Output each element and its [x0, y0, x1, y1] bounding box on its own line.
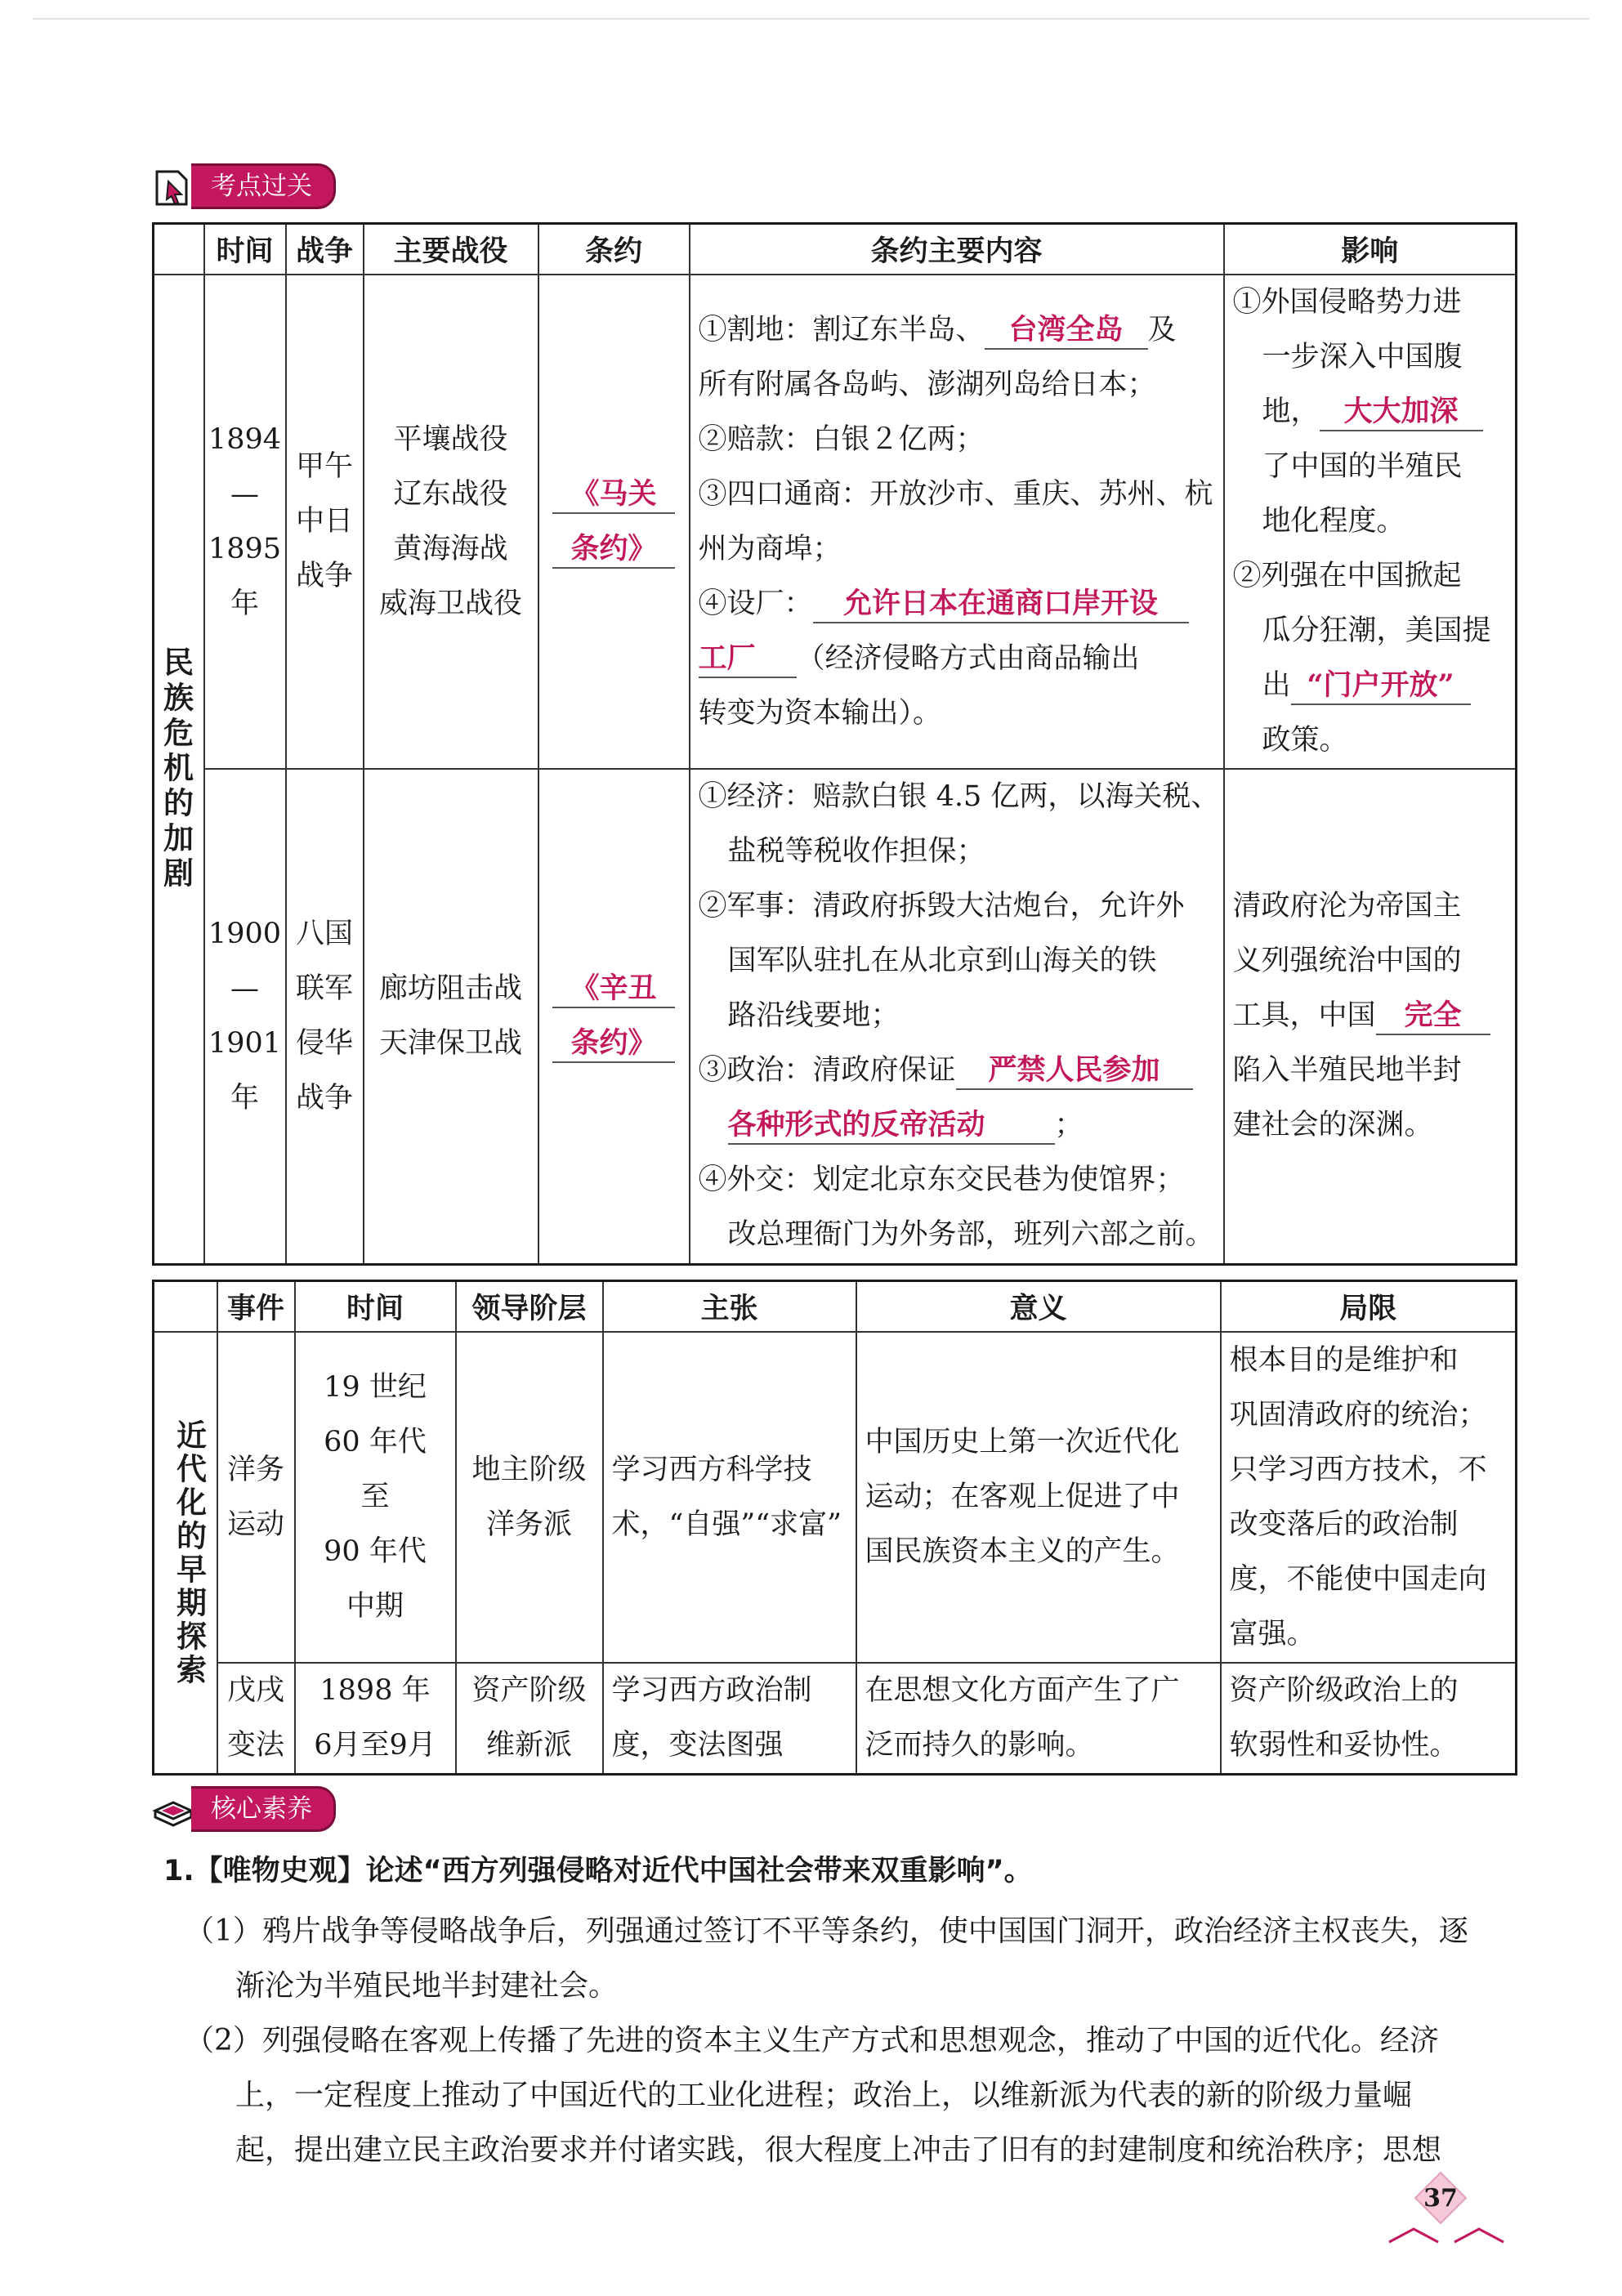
- answer-line: 渐沦为半殖民地半封建社会。: [235, 1969, 619, 2003]
- claim-line: 学习西方政治制: [611, 1674, 812, 1707]
- pointer-document-icon: [150, 163, 196, 209]
- impact-text: 陷入半殖民地半封: [1232, 1054, 1462, 1088]
- header-cell: 条约: [538, 224, 690, 275]
- time-line: 1900: [208, 917, 282, 950]
- leader-line: 资产阶级: [471, 1674, 587, 1707]
- header-cell: 时间: [295, 1281, 456, 1333]
- header-cell: 事件: [217, 1281, 295, 1333]
- time-line: —: [230, 972, 259, 1005]
- time-line: 60 年代: [324, 1426, 427, 1458]
- answer-line: （1）鸦片战争等侵略战争后，列强通过签订不平等条约，使中国国门洞开，政治经济主权丧失，逐: [185, 1914, 1468, 1948]
- table-row: [154, 1332, 1517, 1663]
- answer-ban-cont: 各种形式的反帝活动: [728, 1107, 1055, 1145]
- treaty-answer: 条约》: [552, 531, 675, 569]
- table-header-blank: [154, 224, 204, 275]
- event-line: 戊戌: [226, 1674, 284, 1707]
- table-row: [154, 275, 1517, 769]
- impact-text: 瓜分狂潮，美国提: [1262, 614, 1491, 647]
- meaning-line: 运动；在客观上促进了中: [865, 1481, 1180, 1513]
- answer-line: 上，一定程度上推动了中国近代的工业化进程；政治上，以维新派为代表的新的阶级力量崛: [235, 2079, 1413, 2112]
- limit-line: 资产阶级政治上的: [1229, 1674, 1459, 1707]
- table-header-blank: [154, 1281, 217, 1333]
- battle-line: 辽东战役: [393, 477, 508, 511]
- group-label-cell: [154, 275, 204, 1264]
- limit-line: 只学习西方技术，不: [1229, 1453, 1487, 1486]
- header-cell: 条约主要内容: [690, 224, 1224, 275]
- question-tag: 【唯物史观】: [194, 1855, 366, 1887]
- leader-cell: [456, 1332, 603, 1663]
- limit-line: 富强。: [1229, 1617, 1316, 1651]
- header-cell: 局限: [1221, 1281, 1517, 1333]
- impact-text: ②列强在中国掀起: [1232, 560, 1462, 592]
- content-text: ④外交：划定北京东交民巷为使馆界；: [698, 1164, 1185, 1197]
- time-line: 1898 年: [319, 1674, 431, 1707]
- time-cell: [295, 1332, 456, 1663]
- leader-cell: [456, 1663, 603, 1775]
- time-cell: [204, 275, 286, 769]
- limit-line: 度，不能使中国走向: [1229, 1562, 1487, 1596]
- time-line: 19 世纪: [324, 1371, 427, 1404]
- meaning-line: 国民族资本主义的产生。: [865, 1535, 1180, 1568]
- content-text: ②赔款：白银２亿两；: [698, 422, 985, 456]
- battle-line: 黄海海战: [393, 532, 508, 565]
- books-icon: [150, 1786, 196, 1832]
- question-text: 论述“西方列强侵略对近代中国社会带来双重影响”。: [365, 1855, 1033, 1887]
- impact-text: ①外国侵略势力进: [1232, 286, 1462, 319]
- treaty-answer: 《辛丑: [552, 971, 675, 1008]
- battles-cell: [364, 275, 538, 769]
- content-text: ③四口通商：开放沙市、重庆、苏州、杭: [698, 477, 1213, 511]
- time-cell: [204, 769, 286, 1264]
- content-text: 及: [1147, 313, 1177, 346]
- impact-text: 地，: [1262, 395, 1320, 428]
- impact-text: 清政府沦为帝国主: [1232, 890, 1462, 923]
- content-text: 国军队驻扎在从北京到山海关的铁: [727, 945, 1157, 978]
- war-line: 侵华: [295, 1026, 353, 1060]
- limit-cell: [1221, 1663, 1517, 1775]
- chevron-decoration-icon: [1381, 2222, 1512, 2247]
- event-line: 运动: [226, 1508, 284, 1541]
- content-text: ①割地：割辽东半岛、: [698, 313, 985, 346]
- treaty-answer: 条约》: [552, 1025, 675, 1063]
- table-header-row: [154, 1281, 1517, 1333]
- header-cell: 时间: [204, 224, 286, 275]
- limit-line: 软弱性和妥协性。: [1229, 1729, 1459, 1762]
- content-text: ②军事：清政府拆毁大沽炮台，允许外: [698, 890, 1185, 923]
- war-line: 中日: [295, 505, 353, 538]
- page-number: 37: [1412, 2169, 1469, 2227]
- header-cell: 战争: [286, 224, 364, 275]
- content-text: ③政治：清政府保证: [698, 1054, 956, 1088]
- war-line: 战争: [295, 560, 353, 592]
- question-number: 1.: [163, 1855, 194, 1887]
- impact-text: 了中国的半殖民: [1262, 450, 1463, 483]
- header-cell: 主要战役: [364, 224, 538, 275]
- question-title: [163, 1848, 1033, 1889]
- treaty-content-cell: [690, 769, 1224, 1264]
- time-line: 1894: [208, 422, 282, 456]
- header-cell: 领导阶层: [456, 1281, 603, 1333]
- battle-line: 平壤战役: [393, 422, 508, 456]
- time-line: 年: [230, 587, 259, 620]
- meaning-line: 中国历史上第一次近代化: [865, 1426, 1180, 1458]
- time-line: 1901: [208, 1026, 282, 1060]
- war-line: 八国: [295, 917, 353, 950]
- time-line: —: [230, 477, 259, 511]
- time-cell: [295, 1663, 456, 1775]
- header-cell: 意义: [856, 1281, 1221, 1333]
- meaning-cell: [856, 1332, 1221, 1663]
- impact-text: 义列强统治中国的: [1232, 945, 1462, 978]
- limit-cell: [1221, 1332, 1517, 1663]
- content-text: 转变为资本输出）。: [698, 696, 942, 730]
- answer-deepen: 大大加深: [1320, 394, 1483, 431]
- war-cell: [286, 769, 364, 1264]
- meaning-line: 泛而持久的影响。: [865, 1729, 1094, 1762]
- section-header-checkpoints: [150, 163, 336, 209]
- leader-line: 地主阶级: [471, 1453, 587, 1486]
- impact-text: 政策。: [1262, 724, 1348, 757]
- answer-taiwan: 台湾全岛: [985, 312, 1148, 350]
- limit-line: 改变落后的政治制: [1229, 1508, 1459, 1541]
- claim-line: 术，“自强”“求富”: [611, 1508, 842, 1541]
- impact-text: 出: [1262, 669, 1291, 702]
- group-label: 民族危机的加剧: [158, 645, 194, 892]
- section-label: 考点过关: [191, 163, 336, 209]
- treaty-cell: [538, 769, 690, 1264]
- event-line: 洋务: [226, 1453, 284, 1486]
- claim-cell: [603, 1332, 856, 1663]
- group-label-cell: [154, 1332, 217, 1775]
- content-text: 改总理衙门为外务部，班列六部之前。: [727, 1218, 1214, 1252]
- content-text: 州为商埠；: [698, 532, 842, 565]
- impact-text: 建社会的深渊。: [1232, 1109, 1433, 1142]
- header-cell: 主张: [603, 1281, 856, 1333]
- event-line: 变法: [226, 1729, 284, 1762]
- treaty-cell: [538, 275, 690, 769]
- partition-table: [152, 222, 1517, 1266]
- top-rule: [33, 18, 1589, 20]
- battles-cell: [364, 769, 538, 1264]
- table-header-row: [154, 224, 1517, 275]
- time-line: 中期: [346, 1590, 404, 1623]
- group-label: 近代化的早期探索: [171, 1418, 207, 1687]
- battle-line: 威海卫战役: [378, 587, 522, 620]
- answer-ban: 严禁人民参加: [956, 1052, 1193, 1090]
- answer-open-door: “门户开放”: [1291, 668, 1471, 705]
- impact-text: 工具，中国: [1232, 999, 1376, 1033]
- time-line: 6月至9月: [314, 1729, 436, 1762]
- content-text: 所有附属各岛屿、澎湖列岛给日本；: [698, 368, 1156, 401]
- battle-line: 廊坊阻击战: [378, 972, 522, 1005]
- treaty-answer: 《马关: [552, 476, 675, 514]
- time-line: 至: [360, 1481, 390, 1513]
- impact-cell: [1224, 769, 1517, 1264]
- content-text: 路沿线要地；: [727, 999, 900, 1033]
- answer-factory: 允许日本在通商口岸开设: [813, 586, 1189, 623]
- section-header-core-literacy: [150, 1786, 336, 1832]
- table-row: [154, 769, 1517, 1264]
- time-line: 年: [230, 1081, 259, 1114]
- war-line: 甲午: [295, 450, 353, 483]
- table-row: [154, 1663, 1517, 1775]
- event-cell: [217, 1663, 295, 1775]
- claim-cell: [603, 1663, 856, 1775]
- exploration-table: [152, 1280, 1517, 1776]
- leader-line: 洋务派: [485, 1508, 572, 1541]
- limit-line: 根本目的是维护和: [1229, 1343, 1459, 1377]
- war-cell: [286, 275, 364, 769]
- time-line: 90 年代: [324, 1535, 427, 1568]
- treaty-content-cell: [690, 275, 1224, 769]
- event-cell: [217, 1332, 295, 1663]
- leader-line: 维新派: [485, 1729, 572, 1762]
- time-line: 1895: [208, 532, 282, 565]
- header-cell: 影响: [1224, 224, 1517, 275]
- answer-complete: 完全: [1376, 998, 1490, 1035]
- battle-line: 天津保卫战: [378, 1026, 522, 1060]
- content-text: 盐税等税收作担保；: [727, 835, 985, 869]
- impact-text: 地化程度。: [1262, 505, 1405, 538]
- content-text: ④设厂：: [698, 587, 813, 620]
- content-text: ①经济：赔款白银 4.5 亿两，以海关税、: [698, 780, 1220, 814]
- answer-body: [163, 1904, 1544, 2178]
- limit-line: 巩固清政府的统治；: [1229, 1398, 1487, 1432]
- meaning-line: 在思想文化方面产生了广: [865, 1674, 1180, 1707]
- content-text: （经济侵略方式由商品输出: [796, 641, 1140, 675]
- impact-cell: [1224, 275, 1517, 769]
- war-line: 战争: [295, 1081, 353, 1114]
- answer-line: 起，提出建立民主政治要求并付诸实践，很大程度上冲击了旧有的封建制度和统治秩序；思想: [235, 2133, 1442, 2167]
- answer-line: （2）列强侵略在客观上传播了先进的资本主义生产方式和思想观念，推动了中国的近代化。经济: [185, 2024, 1439, 2057]
- war-line: 联军: [295, 972, 353, 1005]
- impact-text: 一步深入中国腹: [1262, 341, 1463, 373]
- claim-line: 度，变法图强: [611, 1729, 784, 1762]
- content-text: ；: [1054, 1109, 1084, 1142]
- answer-factory-cont: 工厂: [699, 641, 797, 678]
- claim-line: 学习西方科学技: [611, 1453, 812, 1486]
- section-label: 核心素养: [191, 1786, 336, 1832]
- meaning-cell: [856, 1663, 1221, 1775]
